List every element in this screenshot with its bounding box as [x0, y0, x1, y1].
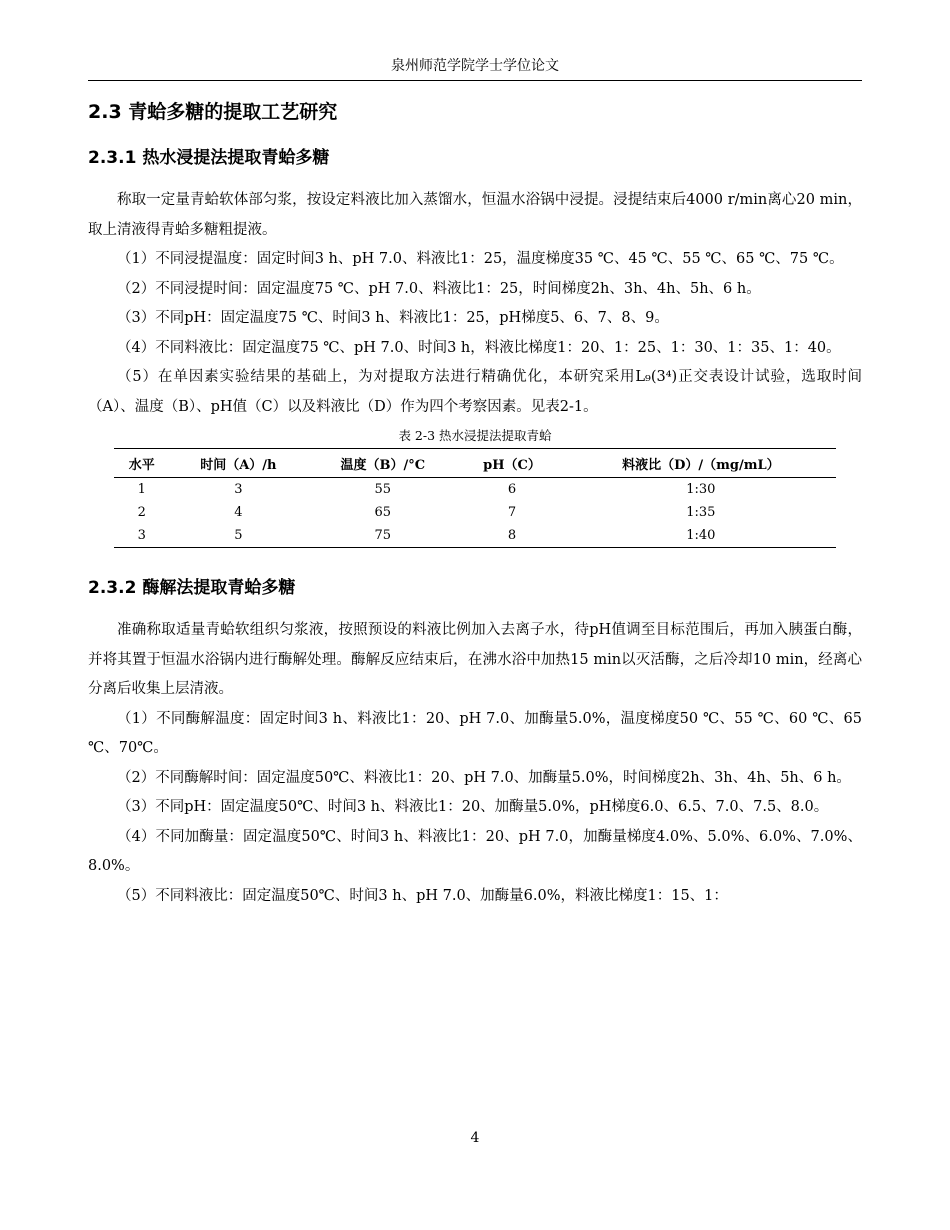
table-cell: 4 — [234, 505, 243, 520]
table-cell: 1:35 — [686, 505, 716, 520]
table-row — [114, 501, 836, 524]
table-cell: 7 — [507, 505, 517, 520]
table-header-row — [114, 449, 836, 478]
running-header: 泉州师范学院学士学位论文 — [391, 58, 559, 74]
paragraph: （5）不同料液比：固定温度50℃、时间3 h、pH 7.0、加酶量6.0%，料液比梯度1：15、1： — [117, 887, 728, 904]
table-cell: 1:40 — [566, 524, 836, 548]
page-number: 4 — [470, 1130, 480, 1146]
paragraph: （4）不同加酶量：固定温度50℃、时间3 h、料液比1：20、pH 7.0，加酶量梯度4.0%、5.0%、6.0%、7.0%、8.0%。 — [88, 828, 862, 874]
column-header: 水平 — [114, 449, 170, 478]
section-heading: 2.3 青蛤多糖的提取工艺研究 — [88, 101, 338, 123]
subsection-heading-hot-water: 2.3.1 热水浸提法提取青蛤多糖 — [88, 148, 330, 168]
paragraph: 称取一定量青蛤软体部匀浆，按设定料液比加入蒸馏水，恒温水浴锅中浸提。浸提结束后4000 r/min离心20 min，取上清液得青蛤多糖粗提液。 — [88, 192, 862, 238]
table-row — [114, 524, 836, 548]
table-cell: 1 — [137, 482, 146, 497]
paragraph: （2）不同浸提时间：固定温度75 ℃、pH 7.0、料液比1：25，时间梯度2h、3h、4h、5h、6 h。 — [117, 280, 761, 297]
table-cell: 6 — [507, 482, 517, 497]
paragraph: （1）不同酶解温度：固定时间3 h、料液比1：20、pH 7.0、加酶量5.0%，温度梯度50 ℃、55 ℃、60 ℃、65 ℃、70℃。 — [88, 710, 862, 756]
paragraph: （5）在单因素实验结果的基础上，为对提取方法进行精确优化，本研究采用L₉(3⁴)正交表设计试验，选取时间（A）、温度（B）、pH值（C）以及料液比（D）作为四个考察因素。见表2-1。 — [88, 369, 862, 415]
orthogonal-table — [114, 448, 836, 548]
paragraph: （3）不同pH：固定温度75 ℃、时间3 h、料液比1：25，pH梯度5、6、7、8、9。 — [117, 310, 669, 326]
column-header: 料液比（D）/（mg/mL） — [566, 449, 836, 478]
table-cell: 55 — [374, 482, 392, 497]
column-header: pH（C） — [458, 449, 565, 478]
table-cell: 65 — [374, 505, 392, 520]
table-cell: 1:30 — [686, 482, 716, 497]
paragraph: 准确称取适量青蛤软组织匀浆液，按照预设的料液比例加入去离子水，待pH值调至目标范围后，再加入胰蛋白酶，并将其置于恒温水浴锅内进行酶解处理。酶解反应结束后，在沸水浴中加热15 min以灭活酶，之后冷却10 min，经离心分离后收集上层清液。 — [88, 622, 862, 697]
table-cell: 2 — [137, 505, 146, 520]
paragraph: （3）不同pH：固定温度50℃、时间3 h、料液比1：20、加酶量5.0%，pH梯度6.0、6.5、7.0、7.5、8.0。 — [117, 799, 829, 815]
paragraph: （1）不同浸提温度：固定时间3 h、pH 7.0、料液比1：25，温度梯度35 ℃、45 ℃、55 ℃、65 ℃、75 ℃。 — [117, 251, 844, 267]
column-header: 时间（A）/h — [170, 449, 308, 478]
table-cell: 3 — [114, 524, 170, 548]
subsection-heading-enzymatic: 2.3.2 酶解法提取青蛤多糖 — [88, 578, 296, 598]
table-cell: 5 — [170, 524, 308, 548]
section-spacer — [88, 548, 862, 574]
table-cell: 75 — [307, 524, 458, 548]
document-page — [88, 0, 862, 1230]
column-header: 温度（B）/°C — [307, 449, 458, 478]
header-rule — [88, 80, 862, 81]
table-caption: 表 2-3 热水浸提法提取青蛤 — [398, 428, 552, 443]
table-cell: 8 — [458, 524, 565, 548]
table-cell: 3 — [234, 482, 243, 497]
page-body — [88, 96, 862, 911]
table-row — [114, 478, 836, 502]
paragraph: （2）不同酶解时间：固定温度50℃、料液比1：20、pH 7.0、加酶量5.0%，时间梯度2h、3h、4h、5h、6 h。 — [117, 769, 851, 786]
paragraph: （4）不同料液比：固定温度75 ℃、pH 7.0、时间3 h，料液比梯度1：20、1：25、1：30、1：35、1：40。 — [117, 339, 841, 356]
